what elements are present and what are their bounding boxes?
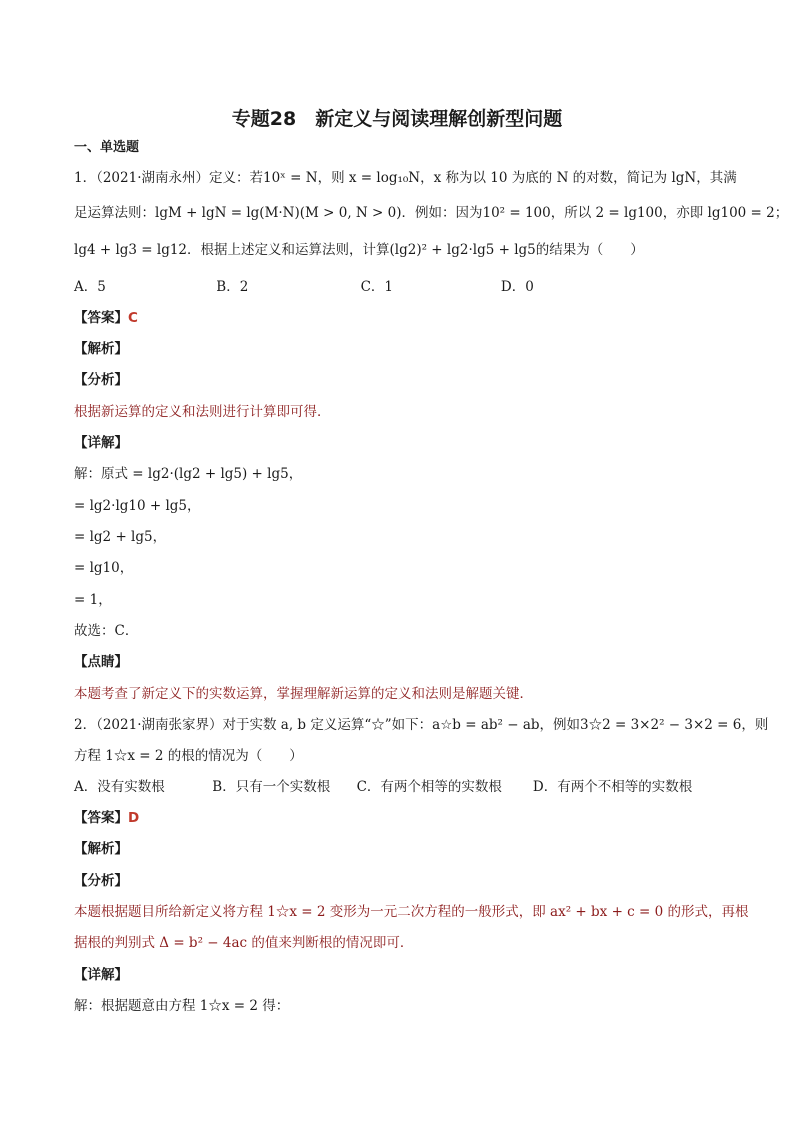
q2-step-1: 解：根据题意由方程 1☆x = 2 得：: [74, 998, 290, 1014]
q1-dianjing-text: 本题考查了新定义下的实数运算，掌握理解新运算的定义和法则是解题关键．: [74, 686, 533, 702]
q2-option-c: C．有两个相等的实数根: [356, 779, 502, 795]
q1-stem-line-2: 足运算法则：lgM + lgN = lg(M·N)(M > 0, N > 0)．例如：因为10² = 100，所以 2 = lg100，亦即 lg100 = 2；: [74, 205, 789, 221]
q2-fenxi-line-1: 本题根据题目所给新定义将方程 1☆x = 2 变形为一元二次方程的一般形式，即 ax² + bx + c = 0 的形式，再根: [74, 904, 749, 920]
q1-option-a: A．5: [74, 279, 106, 295]
q2-stem-line-2: 方程 1☆x = 2 的根的情况为（ ）: [74, 748, 303, 764]
answer-tag: 【答案】: [74, 810, 128, 826]
q1-answer: [74, 308, 138, 328]
q2-option-d: D．有两个不相等的实数根: [532, 779, 693, 795]
q1-step-5: = 1，: [74, 592, 112, 608]
q1-step-6: 故选：C．: [74, 623, 139, 639]
q1-jiexi-tag: 【解析】: [74, 341, 128, 357]
q1-option-c: C．1: [360, 279, 394, 295]
q2-fenxi-tag: 【分析】: [74, 873, 128, 889]
q1-stem-line-1: 1．（2021·湖南永州）定义：若10ˣ = N，则 x = log₁₀N，x 称为以 10 为底的 N 的对数，简记为 lgN，其满: [74, 170, 737, 186]
q1-step-3: = lg2 + lg5，: [74, 529, 167, 545]
q2-fenxi-line-2: 据根的判别式 Δ = b² − 4ac 的值来判断根的情况即可．: [74, 935, 414, 951]
q1-dianjing-tag: 【点睛】: [74, 654, 128, 670]
section-heading: 一、单选题: [74, 140, 140, 155]
answer-value: D: [128, 810, 140, 826]
q2-option-b: B．只有一个实数根: [212, 779, 331, 795]
q1-step-4: = lg10，: [74, 560, 134, 576]
q1-option-b: B．2: [216, 279, 249, 295]
q1-options: [74, 277, 534, 297]
answer-tag: 【答案】: [74, 310, 128, 326]
q1-xiangjie-tag: 【详解】: [74, 435, 128, 451]
q2-xiangjie-tag: 【详解】: [74, 967, 128, 983]
q1-fenxi-tag: 【分析】: [74, 372, 128, 388]
page-title: 专题28 新定义与阅读理解创新型问题: [231, 108, 563, 130]
q2-jiexi-tag: 【解析】: [74, 841, 128, 857]
q2-options: [74, 777, 692, 797]
q1-fenxi-text: 根据新运算的定义和法则进行计算即可得．: [74, 404, 331, 420]
q1-option-d: D．0: [500, 279, 534, 295]
answer-value: C: [128, 310, 138, 326]
q2-option-a: A．没有实数根: [74, 779, 165, 795]
q1-stem-line-3: lg4 + lg3 = lg12．根据上述定义和运算法则，计算(lg2)² + lg2·lg5 + lg5的结果为（ ）: [74, 242, 644, 258]
q2-stem-line-1: 2．（2021·湖南张家界）对于实数 a, b 定义运算“☆”如下：a☆b = ab² − ab，例如3☆2 = 3×2² − 3×2 = 6，则: [74, 717, 769, 733]
q1-step-2: = lg2·lg10 + lg5，: [74, 498, 201, 514]
q1-step-1: 解：原式 = lg2·(lg2 + lg5) + lg5，: [74, 466, 303, 482]
q2-answer: [74, 808, 139, 828]
